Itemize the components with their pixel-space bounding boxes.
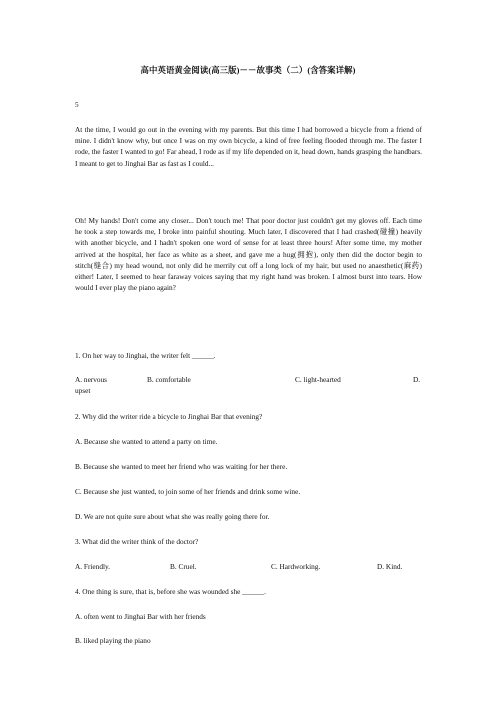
question-3-option-a: A. Friendly. xyxy=(75,562,110,571)
question-1-option-b: B. comfortable xyxy=(147,375,191,384)
document-title: 高中英语黄金阅读(高三版)－－故事类（二）(含答案详解) xyxy=(140,66,356,75)
paragraph-2: Oh! My hands! Don't come any closer... Don't touch me! That poor doctor just couldn't get my gloves off. Each time he took a step towards me, I broke into painful shouting. Much later, I discovered that I had crashed(碰撞) heavily with another bicycle, and I hadn't spoken one word of sense for at least three hours! After some time, my mother arrived at the hospital, her face as white as a sheet, and gave me a hug(拥抱), only then did the doctor begin to stitch(缝合) my head wound, not only did he merrily cut off a long lock of my hair, but used no anaesthetic(麻药) either! Later, I seemed to hear faraway voices saying that my right hand was broken. I almost burst into tears. How would I ever play the piano again? xyxy=(75,216,422,293)
question-2-stem: 2. Why did the writer ride a bicycle to Jinghai Bar that evening? xyxy=(75,412,263,421)
question-1-option-d-letter: D. xyxy=(413,375,421,384)
question-4-stem: 4. One thing is sure, that is, before she was wounded she ______. xyxy=(75,587,266,596)
paragraph-1: At the time, I would go out in the evening with my parents. But this time I had borrowed a bicycle from a friend of mine. I didn't know why, but once I was on my own bicycle, a kind of free feeling flooded through me. The faster I rode, the faster I wanted to go! Far ahead, I rode as if my life depended on it, head down, hands grasping the handbars. I meant to get to Jinghai Bar as fast as I could... xyxy=(75,125,422,168)
question-1-option-d-text: upset xyxy=(75,386,91,395)
question-3-option-d: D. Kind. xyxy=(377,562,403,571)
question-2-option-c: C. Because she just wanted, to join some of her friends and drink some wine. xyxy=(75,487,301,496)
question-4-option-a: A. often went to Jinghai Bar with her friends xyxy=(75,612,206,621)
question-1-option-a: A. nervous xyxy=(75,375,108,384)
question-1-option-c: C. light-hearted xyxy=(295,375,341,384)
question-2-option-d: D. We are not quite sure about what she was really going there for. xyxy=(75,512,270,521)
question-1-stem: 1. On her way to Jinghai, the writer felt ______. xyxy=(75,351,216,360)
question-3-stem: 3. What did the writer think of the doctor? xyxy=(75,537,199,546)
question-3-option-b: B. Cruel. xyxy=(170,562,197,571)
question-4-option-b: B. liked playing the piano xyxy=(75,636,151,645)
question-3-option-c: C. Hardworking. xyxy=(271,562,321,571)
passage-number: 5 xyxy=(75,100,79,109)
question-2-option-b: B. Because she wanted to meet her friend who was waiting for her there. xyxy=(75,462,288,471)
question-2-option-a: A. Because she wanted to attend a party on time. xyxy=(75,437,218,446)
